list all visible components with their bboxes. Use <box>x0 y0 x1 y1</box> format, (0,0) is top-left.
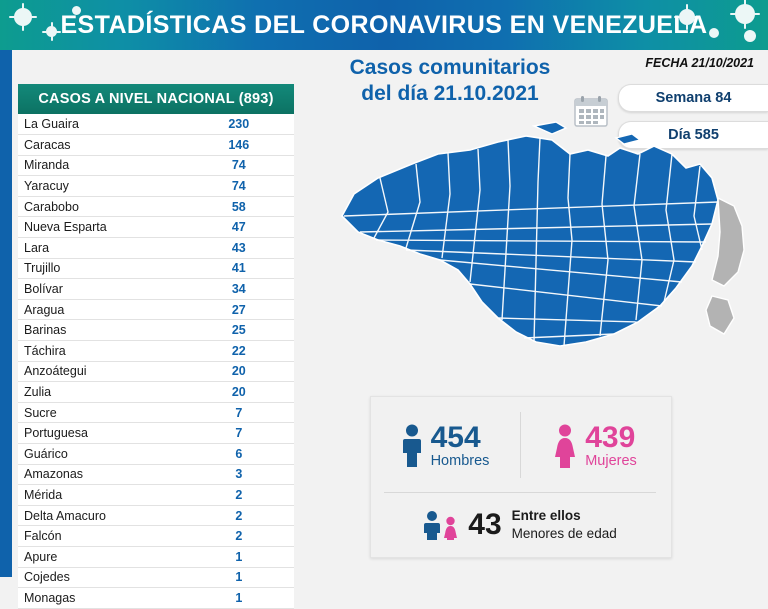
state-name: Amazonas <box>18 464 184 485</box>
table-row <box>18 258 294 279</box>
state-case-count: 1 <box>184 588 294 609</box>
state-case-count: 74 <box>184 176 294 197</box>
table-row <box>18 320 294 341</box>
state-case-count: 41 <box>184 258 294 279</box>
table-row <box>18 114 294 135</box>
dia-chip: Día 585 <box>618 121 768 149</box>
stats-horizontal-divider <box>384 492 656 493</box>
table-row <box>18 341 294 362</box>
minors-count: 43 <box>468 508 502 541</box>
state-name: Sucre <box>18 402 184 423</box>
table-row <box>18 464 294 485</box>
state-name: Caracas <box>18 135 184 156</box>
table-row <box>18 423 294 444</box>
state-name: Lara <box>18 238 184 259</box>
state-name: Trujillo <box>18 258 184 279</box>
state-name: Anzoátegui <box>18 361 184 382</box>
table-row <box>18 505 294 526</box>
state-name: Nueva Esparta <box>18 217 184 238</box>
men-stat <box>370 404 520 488</box>
table-row <box>18 279 294 300</box>
minors-label <box>512 507 617 543</box>
state-name: Cojedes <box>18 567 184 588</box>
state-name: Zulia <box>18 382 184 403</box>
table-row <box>18 135 294 156</box>
semana-chip: Semana 84 <box>618 84 768 112</box>
women-count: 439 <box>585 421 636 454</box>
state-name: Barinas <box>18 320 184 341</box>
state-cases-table <box>18 114 294 609</box>
women-label: Mujeres <box>585 453 637 469</box>
two-people-icon <box>423 510 458 540</box>
table-row <box>18 196 294 217</box>
minors-label-line2: Menores de edad <box>511 526 617 541</box>
gender-stats-card <box>370 396 670 556</box>
state-case-count: 7 <box>184 423 294 444</box>
state-name: Falcón <box>18 526 184 547</box>
map-island <box>616 134 640 144</box>
community-cases-line1: Casos comunitarios <box>349 56 551 79</box>
men-count: 454 <box>430 421 481 454</box>
state-name: La Guaira <box>18 114 184 135</box>
national-cases-header: CASOS A NIVEL NACIONAL (893) <box>18 84 294 114</box>
table-row <box>18 588 294 609</box>
state-case-count: 25 <box>184 320 294 341</box>
table-row <box>18 546 294 567</box>
national-cases-panel <box>18 84 294 609</box>
table-row <box>18 526 294 547</box>
venezuela-map <box>320 120 750 390</box>
state-case-count: 58 <box>184 196 294 217</box>
map-island <box>534 122 566 134</box>
community-cases-line2: del día 21.10.2021 <box>361 82 539 105</box>
state-case-count: 74 <box>184 155 294 176</box>
state-name: Monagas <box>18 588 184 609</box>
state-case-count: 20 <box>184 382 294 403</box>
state-name: Guárico <box>18 444 184 465</box>
men-label: Hombres <box>430 453 490 469</box>
state-case-count: 47 <box>184 217 294 238</box>
map-inactive-region <box>706 296 734 334</box>
state-name: Carabobo <box>18 196 184 217</box>
women-stat <box>520 404 670 488</box>
state-name: Yaracuy <box>18 176 184 197</box>
state-case-count: 27 <box>184 299 294 320</box>
table-row <box>18 485 294 506</box>
state-case-count: 22 <box>184 341 294 362</box>
state-case-count: 2 <box>184 526 294 547</box>
state-name: Miranda <box>18 155 184 176</box>
table-row <box>18 176 294 197</box>
table-row <box>18 238 294 259</box>
state-case-count: 43 <box>184 238 294 259</box>
state-case-count: 146 <box>184 135 294 156</box>
state-case-count: 1 <box>184 567 294 588</box>
state-case-count: 230 <box>184 114 294 135</box>
state-case-count: 1 <box>184 546 294 567</box>
minors-stat <box>370 496 670 554</box>
state-case-count: 2 <box>184 505 294 526</box>
table-row <box>18 361 294 382</box>
state-case-count: 6 <box>184 444 294 465</box>
table-row <box>18 402 294 423</box>
table-row <box>18 567 294 588</box>
state-name: Bolívar <box>18 279 184 300</box>
community-cases-title <box>300 55 600 107</box>
left-accent-bar <box>0 50 12 577</box>
map-inactive-region <box>712 198 744 286</box>
state-name: Portuguesa <box>18 423 184 444</box>
female-icon <box>553 424 577 468</box>
page-header <box>0 0 768 50</box>
table-row <box>18 444 294 465</box>
state-case-count: 7 <box>184 402 294 423</box>
state-case-count: 20 <box>184 361 294 382</box>
state-name: Mérida <box>18 485 184 506</box>
table-row <box>18 155 294 176</box>
state-case-count: 3 <box>184 464 294 485</box>
stats-vertical-divider <box>520 412 521 478</box>
state-name: Aragua <box>18 299 184 320</box>
table-row <box>18 299 294 320</box>
minors-label-line1: Entre ellos <box>511 508 581 523</box>
male-icon <box>401 424 423 468</box>
state-case-count: 34 <box>184 279 294 300</box>
table-row <box>18 217 294 238</box>
fecha-label: FECHA 21/10/2021 <box>645 56 754 70</box>
state-name: Apure <box>18 546 184 567</box>
table-row <box>18 382 294 403</box>
state-name: Delta Amacuro <box>18 505 184 526</box>
state-case-count: 2 <box>184 485 294 506</box>
state-name: Táchira <box>18 341 184 362</box>
page-title: ESTADÍSTICAS DEL CORONAVIRUS EN VENEZUELA <box>60 11 708 39</box>
